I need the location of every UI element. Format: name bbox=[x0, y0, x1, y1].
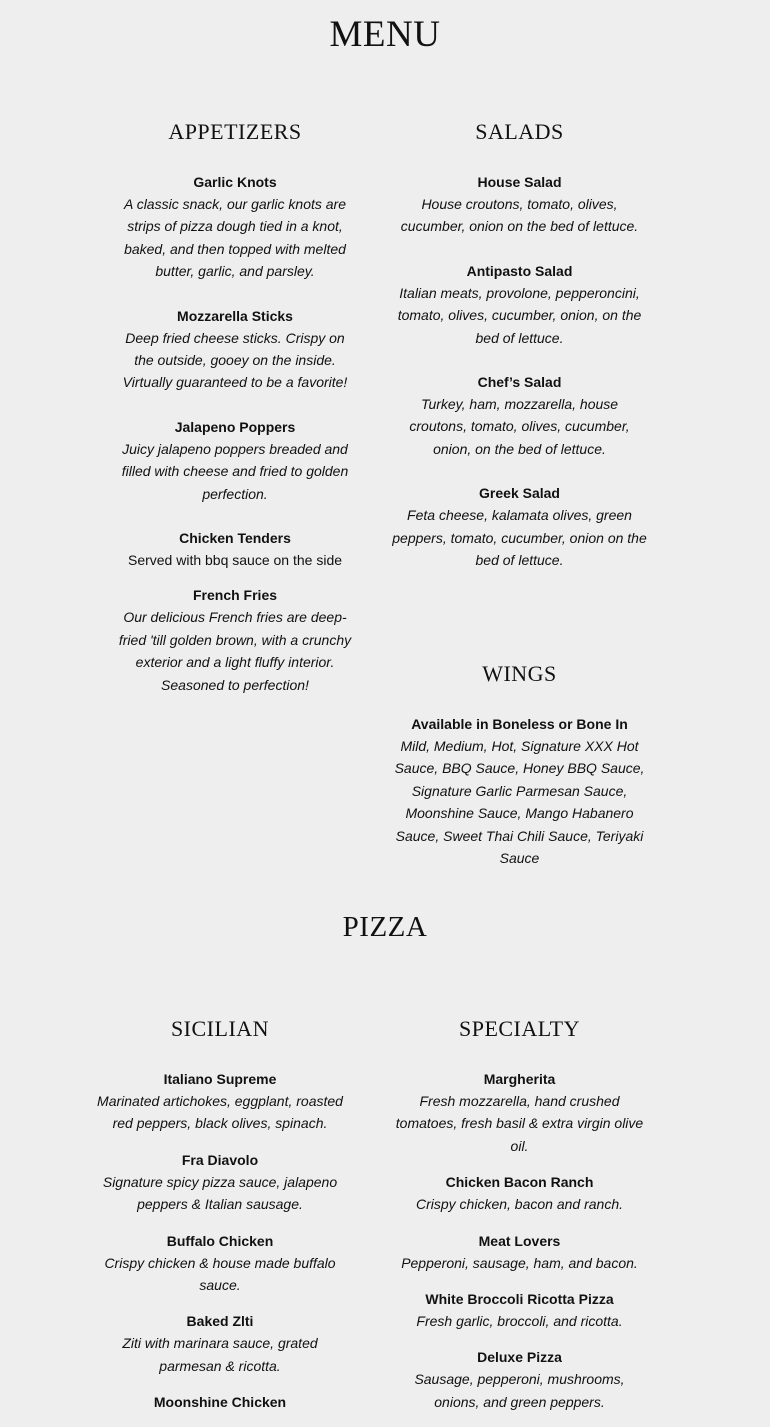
item-description: Fresh garlic, broccoli, and ricotta. bbox=[416, 1313, 623, 1330]
item-description: A classic snack, our garlic knots are strips of pizza dough tied in a knot, baked, and then topped with melted butter, garlic, and parsley. bbox=[123, 196, 346, 280]
menu-item-chefs-salad bbox=[392, 371, 647, 460]
item-description: Mild, Medium, Hot, Signature XXX Hot Sauce, BBQ Sauce, Honey BBQ Sauce, Signature Garlic Parmesan Sauce, Moonshine Sauce, Mango Habanero Sauce, Sweet Thai Chili Sauce, Teriyaki Sauce bbox=[394, 738, 645, 867]
menu-item-baked-ziti bbox=[92, 1310, 348, 1377]
item-name: Fra Diavolo bbox=[181, 1151, 259, 1168]
item-description: Feta cheese, kalamata olives, green peppers, tomato, cucumber, onion on the bed of lettuce. bbox=[392, 507, 647, 569]
item-description: Served with bbq sauce on the side bbox=[127, 552, 343, 569]
item-description: Sausage, pepperoni, mushrooms, onions, and green peppers. bbox=[414, 1371, 625, 1410]
item-name: Antipasto Salad bbox=[466, 262, 573, 279]
specialty-heading: SPECIALTY bbox=[458, 1016, 581, 1041]
menu-item-antipasto-salad bbox=[392, 260, 647, 349]
item-name: Chicken Tenders bbox=[179, 530, 291, 547]
specialty-section bbox=[392, 1015, 647, 1427]
item-description: Crispy chicken, bacon and ranch. bbox=[416, 1196, 623, 1213]
item-name: Chef’s Salad bbox=[477, 374, 562, 391]
item-name: Margherita bbox=[483, 1071, 556, 1087]
item-description: Ziti with marinara sauce, grated parmesan & ricotta. bbox=[122, 1335, 318, 1374]
item-name: Buffalo Chicken bbox=[166, 1232, 274, 1249]
menu-item-meat-lovers bbox=[392, 1230, 647, 1274]
item-name: House Salad bbox=[477, 174, 562, 190]
menu-item-fra-diavolo bbox=[92, 1149, 348, 1216]
appetizers-section bbox=[118, 118, 352, 718]
item-description: Marinated artichokes, eggplant, roasted red peppers, black olives, spinach. bbox=[97, 1093, 343, 1132]
sicilian-heading: SICILIAN bbox=[170, 1016, 270, 1041]
item-name: Moonshine Chicken bbox=[153, 1394, 287, 1411]
menu-item-wings bbox=[392, 713, 647, 869]
menu-item-garlic-knots bbox=[118, 171, 352, 283]
item-name: Mozzarella Sticks bbox=[177, 307, 293, 324]
menu-item-mozzarella-sticks bbox=[118, 305, 352, 394]
item-name: French Fries bbox=[192, 587, 278, 604]
pizza-title: PIZZA bbox=[342, 911, 428, 943]
menu-item-buffalo-chicken bbox=[92, 1230, 348, 1297]
wings-section bbox=[392, 660, 647, 869]
menu-item-french-fries bbox=[118, 584, 352, 696]
item-name: Available in Boneless or Bone In bbox=[411, 716, 628, 732]
item-name: Baked Zlti bbox=[186, 1313, 254, 1330]
sicilian-section bbox=[92, 1015, 348, 1427]
item-description: Italian meats, provolone, pepperoncini, tomato, olives, cucumber, onion, on the bed of lettuce. bbox=[397, 284, 642, 346]
menu-item-moonshine-chicken bbox=[92, 1391, 348, 1413]
item-name: Greek Salad bbox=[479, 485, 560, 502]
item-description: Pepperoni, sausage, ham, and bacon. bbox=[401, 1254, 638, 1271]
item-description: Crispy chicken & house made buffalo sauce. bbox=[104, 1254, 336, 1294]
item-name: Italiano Supreme bbox=[163, 1071, 277, 1087]
item-name: White Broccoli Ricotta Pizza bbox=[425, 1291, 614, 1308]
item-description: Juicy jalapeno poppers breaded and filled with cheese and fried to golden perfection. bbox=[121, 440, 349, 502]
item-name: Deluxe Pizza bbox=[477, 1349, 562, 1366]
menu-item-white-broccoli-ricotta bbox=[392, 1288, 647, 1332]
item-name: Garlic Knots bbox=[193, 174, 277, 190]
page-title: MENU bbox=[329, 14, 441, 55]
item-description: Fresh mozzarella, hand crushed tomatoes, fresh basil & extra virgin olive oil. bbox=[395, 1093, 644, 1154]
salads-heading: SALADS bbox=[475, 119, 564, 144]
item-name: Jalapeno Poppers bbox=[174, 418, 296, 435]
menu-item-italiano-supreme bbox=[92, 1068, 348, 1135]
menu-item-margherita bbox=[392, 1068, 647, 1157]
salads-section bbox=[392, 118, 647, 593]
item-description: House croutons, tomato, olives, cucumber, onion on the bed of lettuce. bbox=[400, 196, 639, 235]
menu-item-chicken-tenders bbox=[118, 527, 352, 571]
item-name: Chicken Bacon Ranch bbox=[445, 1174, 594, 1191]
menu-item-house-salad bbox=[392, 171, 647, 238]
menu-item-greek-salad bbox=[392, 482, 647, 571]
item-description: Signature spicy pizza sauce, jalapeno peppers & Italian sausage. bbox=[102, 1173, 338, 1213]
menu-item-jalapeno-poppers bbox=[118, 416, 352, 505]
wings-heading: WINGS bbox=[482, 661, 557, 686]
menu-item-chicken-bacon-ranch bbox=[392, 1171, 647, 1215]
item-description: Deep fried cheese sticks. Crispy on the outside, gooey on the inside. Virtually guaranteed to be a favorite! bbox=[122, 329, 348, 391]
menu-item-deluxe-pizza bbox=[392, 1346, 647, 1413]
appetizers-heading: APPETIZERS bbox=[168, 119, 302, 144]
item-name: Meat Lovers bbox=[478, 1232, 561, 1249]
item-description: Our delicious French fries are deep-fried 'till golden brown, with a crunchy exterior and a light fluffy interior. Seasoned to perfection! bbox=[118, 609, 352, 693]
item-description: Turkey, ham, mozzarella, house croutons, tomato, olives, cucumber, onion, on the bed of lettuce. bbox=[409, 396, 630, 457]
